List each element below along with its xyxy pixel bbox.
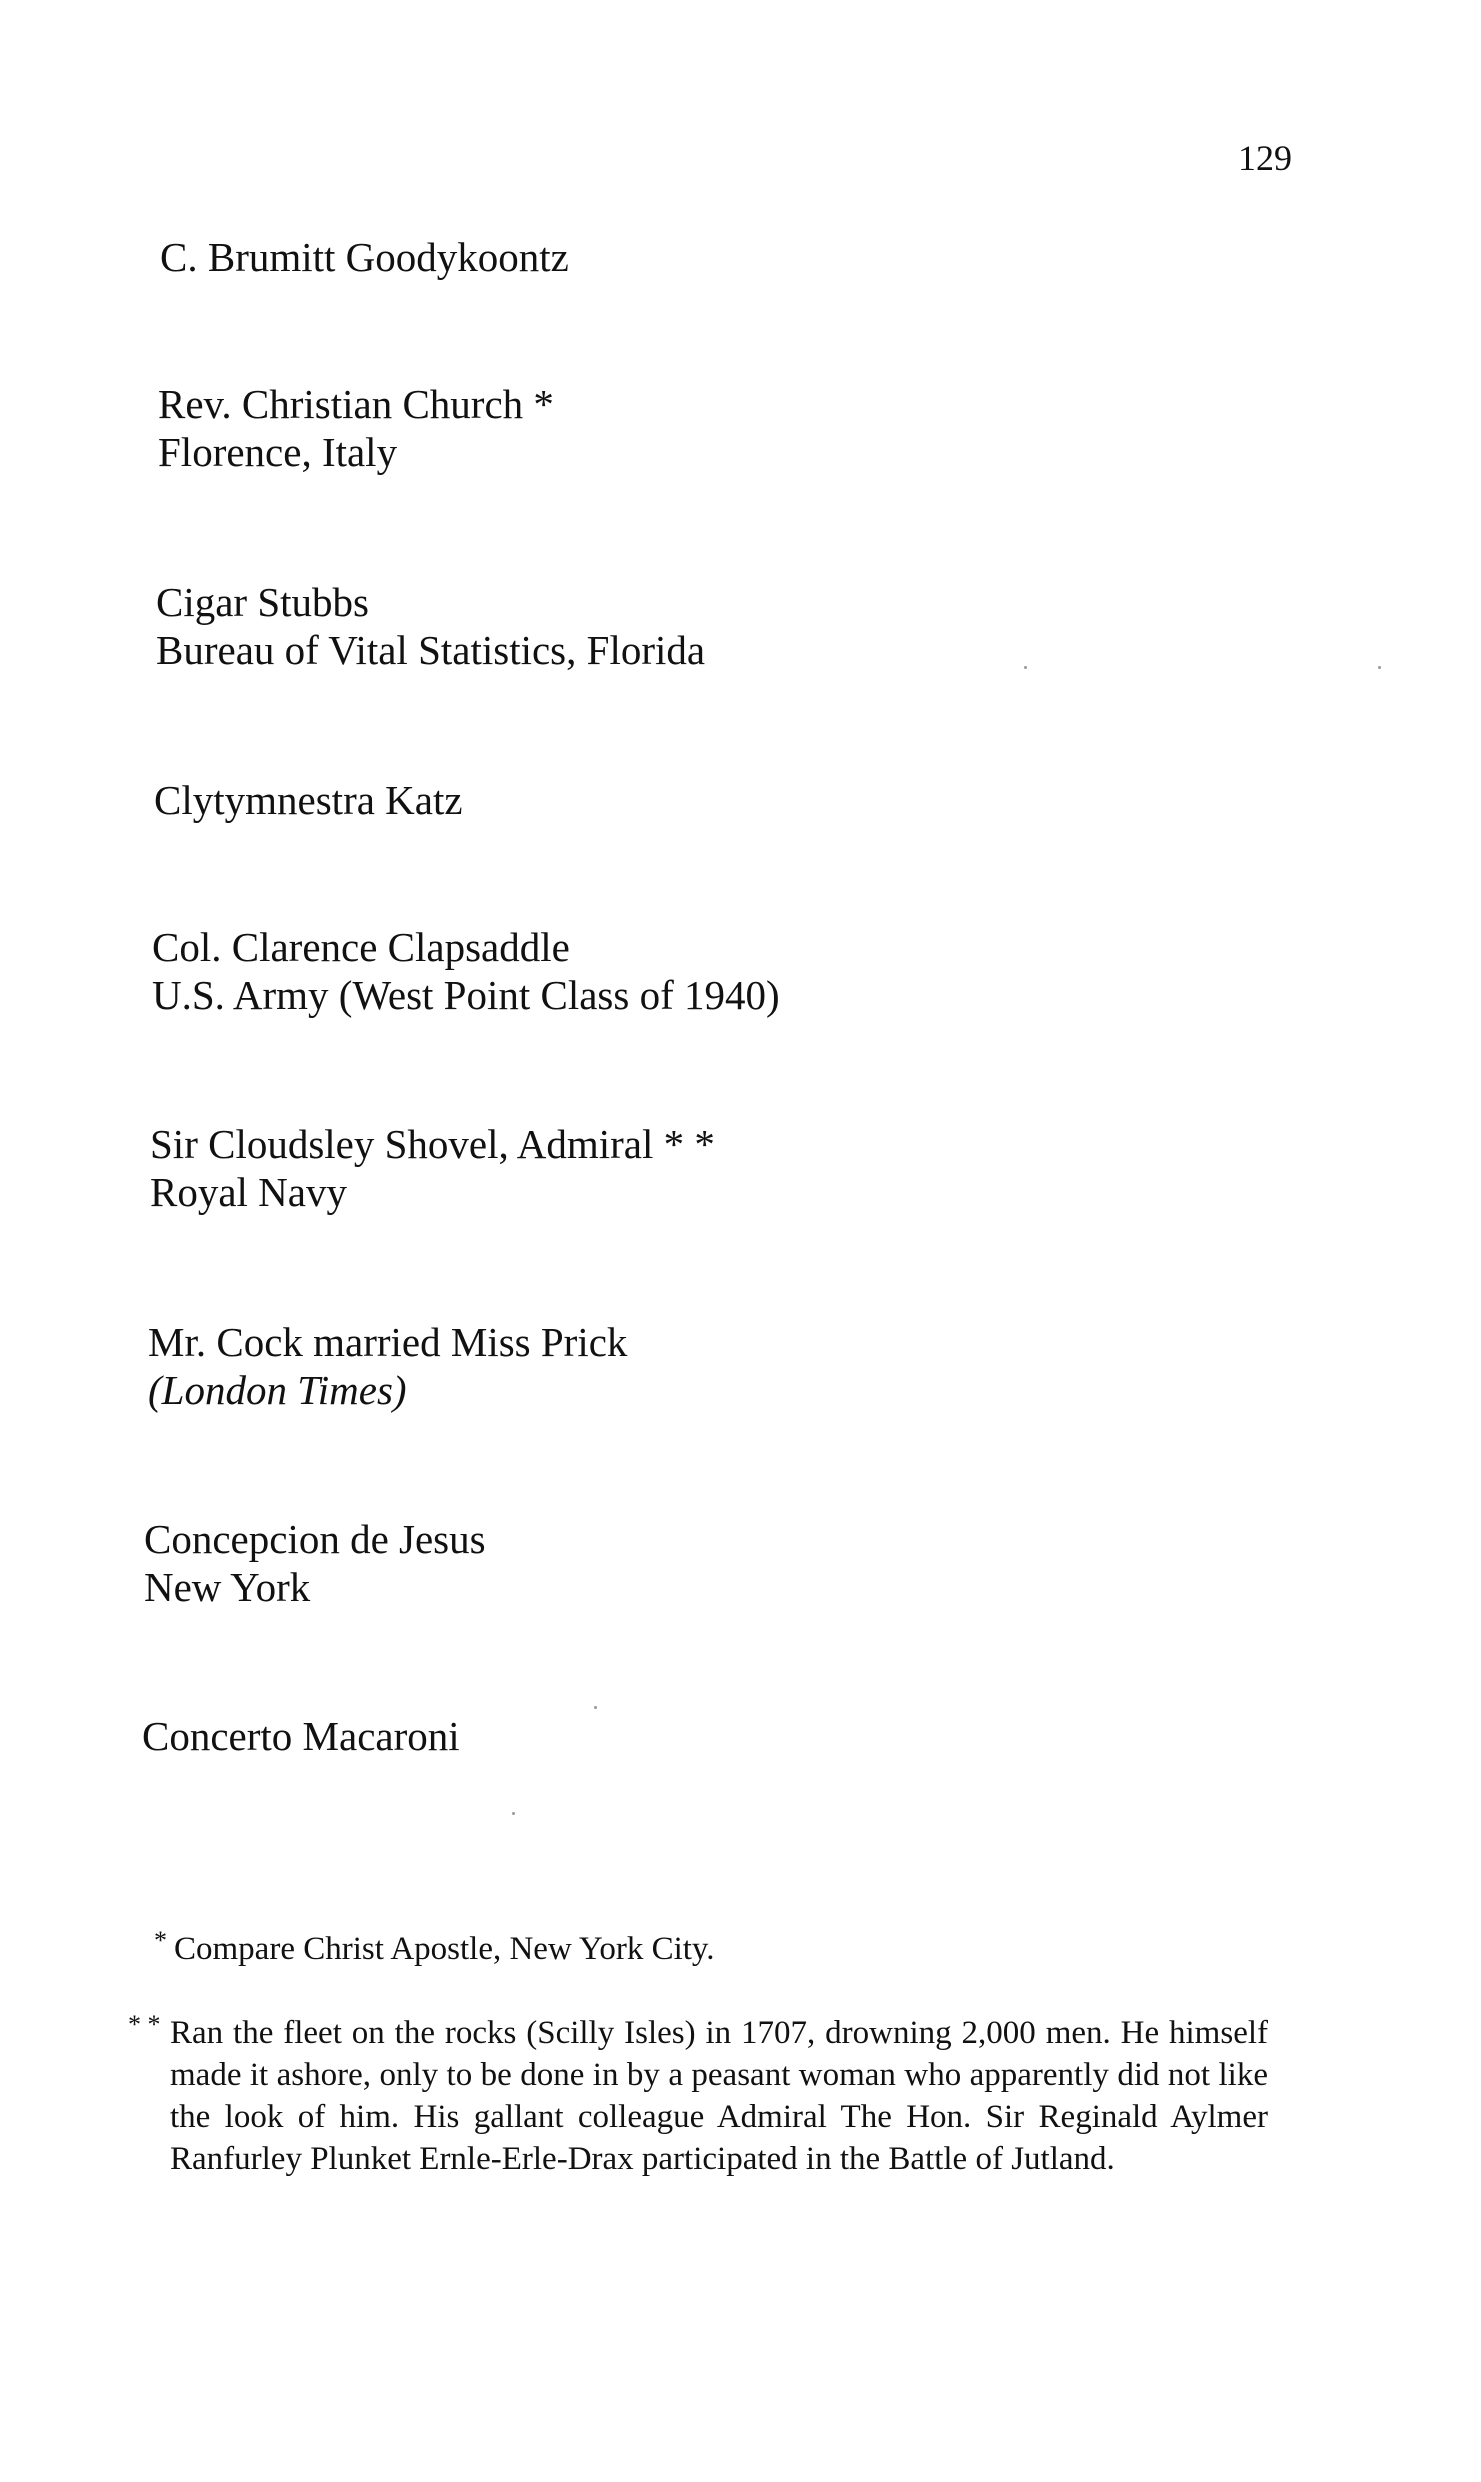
entry-goodykoontz [160, 233, 569, 281]
entry-christian-church [158, 380, 554, 476]
footnote-1 [154, 1928, 715, 1970]
entry-clapsaddle [152, 923, 780, 1019]
entry-name: Concepcion de Jesus [144, 1516, 486, 1562]
entry-name: Concerto Macaroni [142, 1713, 460, 1759]
entry-detail: New York [144, 1564, 311, 1610]
scan-speck [1378, 666, 1381, 669]
entry-source: (London Times) [148, 1367, 407, 1413]
entry-detail: Florence, Italy [158, 429, 398, 475]
scan-speck [594, 1706, 597, 1709]
footnote-marker: * [154, 1926, 167, 1955]
entry-clytymnestra-katz [154, 776, 463, 824]
entry-name: Col. Clarence Clapsaddle [152, 924, 570, 970]
entry-detail: Royal Navy [150, 1169, 347, 1215]
scan-speck [512, 1812, 515, 1815]
entry-name: Mr. Cock married Miss Prick [148, 1319, 628, 1365]
entry-name: Clytymnestra Katz [154, 777, 463, 823]
entry-shovel [150, 1120, 715, 1216]
footnote-2 [128, 2012, 1268, 2180]
entry-macaroni [142, 1712, 460, 1760]
entry-detail: U.S. Army (West Point Class of 1940) [152, 972, 780, 1018]
entry-name: Cigar Stubbs [156, 579, 369, 625]
page-number: 129 [1238, 138, 1292, 178]
footnote-marker: * * [128, 2010, 161, 2039]
entry-cigar-stubbs [156, 578, 705, 674]
footnote-text: Compare Christ Apostle, New York City. [174, 1931, 715, 1967]
entry-detail: Bureau of Vital Statistics, Florida [156, 627, 706, 673]
entry-name: Rev. Christian Church * [158, 381, 554, 427]
footnote-text: Ran the fleet on the rocks (Scilly Isles) in 1707, drowning 2,000 men. He himself made it ashore, only to be done in by a peasant woman who apparently did not like the look of him. His gallant colleague Admiral The Hon. Sir Reginald Aylmer Ranfurley Plunket Ernle-Erle-Drax participated in the Battle of Jutland. [170, 2015, 1268, 2177]
entry-name: Sir Cloudsley Shovel, Admiral * * [150, 1121, 715, 1167]
entry-cock-prick [148, 1318, 627, 1414]
entry-name: C. Brumitt Goodykoontz [160, 234, 569, 280]
scan-speck [1024, 666, 1027, 669]
entry-concepcion [144, 1515, 486, 1611]
